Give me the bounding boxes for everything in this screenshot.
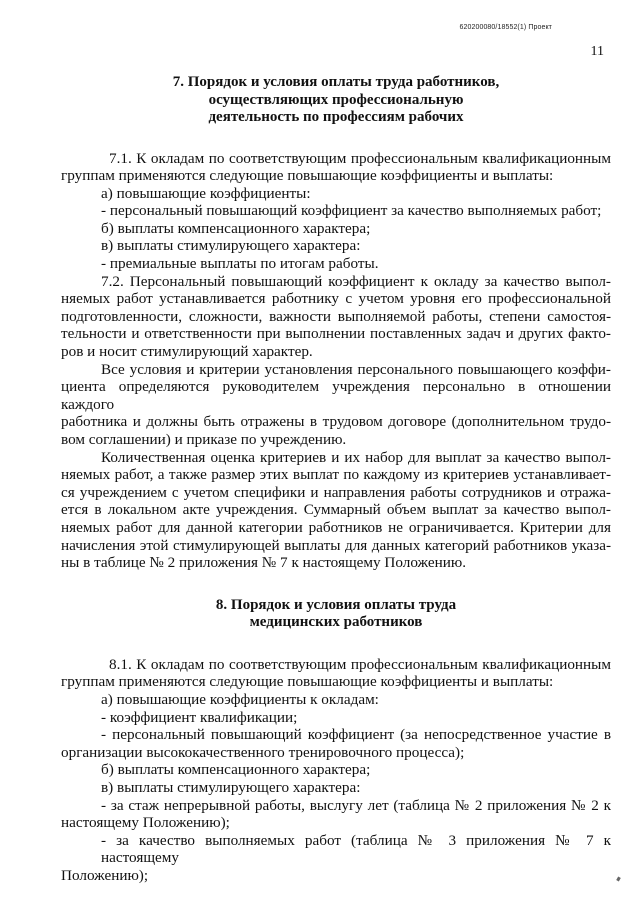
text-line: няемых работ устанавливается работнику с учетом уровня его профессиональной [61,290,611,308]
text-line: ся учреждением с учетом специфики и направления работы сотрудников и отража- [61,483,611,501]
text-line: 8.1. К окладам по соответствующим профессиональным квалификационным [109,655,611,673]
text-line: - персональный повышающий коэффициент (за непосредственное участие в [101,726,611,744]
text-line: - персональный повышающий коэффициент за качество выполняемых работ; [101,202,602,220]
text-line: 7.2. Персональный повышающий коэффициент к окладу за качество выпол- [101,272,611,290]
document-body [61,69,611,884]
section-7-title [61,74,611,127]
text-line: ется в локальном акте учреждения. Суммарный объем выплат за качество выпол- [61,501,611,519]
page-number: 11 [590,44,604,59]
text-line: - за качество выполняемых работ (таблица № 3 приложения № 7 к настоящему [101,831,611,867]
section-7-title-line: деятельность по профессиям рабочих [208,109,464,125]
text-line: - коэффициент квалификации; [101,708,298,726]
section-8-title-line: 8. Порядок и условия оплаты труда [215,596,457,613]
text-line: циента определяются руководителем учреждения персонально в отношении каждого [61,378,611,413]
text-line: в) выплаты стимулирующего характера: [101,778,361,796]
text-line: б) выплаты компенсационного характера; [101,761,371,779]
text-line: тельности и ответственности при выполнении поставленных задач и других факто- [61,325,611,343]
document-id: 620200080/18552(1) Проект [459,24,552,31]
section-8-title [61,597,611,632]
section-7-title-line: осуществляющих профессиональную [208,91,464,108]
text-line: а) повышающие коэффициенты к окладам: [101,690,379,708]
text-line: а) повышающие коэффициенты: [101,184,311,202]
section-8-title-line: медицинских работников [249,614,423,631]
text-line: няемых работ для данной категории работников не ограничивается. Критерии для [61,518,611,536]
text-line: ны в таблице № 2 приложения № 7 к настоящему Положению. [61,554,466,572]
text-line: группам применяются следующие повышающие коэффициенты и выплаты: [61,167,554,185]
text-line: подготовленности, сложности, важности выполняемой работы, степени самостоя- [61,307,611,325]
text-line: группам применяются следующие повышающие коэффициенты и выплаты: [61,673,554,691]
text-line: вом соглашении) и приказе по учреждению. [61,431,347,448]
text-line: - премиальные выплаты по итогам работы. [101,255,379,273]
text-line: Количественная оценка критериев и их набор для выплат за качество выпол- [101,448,611,466]
section-7-body [61,150,611,572]
scan-speck [616,877,621,882]
text-line: Положению); [61,866,149,884]
text-line: - за стаж непрерывной работы, выслугу лет (таблица № 2 приложения № 2 к [101,796,611,814]
text-line: настоящему Положению); [61,814,230,832]
text-line: ров и носит стимулирующий характер. [61,343,313,361]
text-line: работника и должны быть отражены в трудовом договоре (дополнительном трудо- [61,413,611,431]
text-line: Все условия и критерии установления персонального повышающего коэффи- [101,360,611,378]
section-8-body [61,656,611,885]
section-7-title-line: 7. Порядок и условия оплаты труда работников, [172,74,500,90]
text-line: организации высококачественного тренировочного процесса); [61,743,465,761]
text-line: начисления этой стимулирующей выплаты для данных категорий работников указа- [61,536,611,554]
text-line: б) выплаты компенсационного характера; [101,219,371,237]
text-line: няемых работ, а также размер этих выплат по каждому из критериев устанавливает- [61,466,611,484]
text-line: 7.1. К окладам по соответствующим профессиональным квалификационным [109,149,611,167]
text-line: в) выплаты стимулирующего характера: [101,237,361,255]
